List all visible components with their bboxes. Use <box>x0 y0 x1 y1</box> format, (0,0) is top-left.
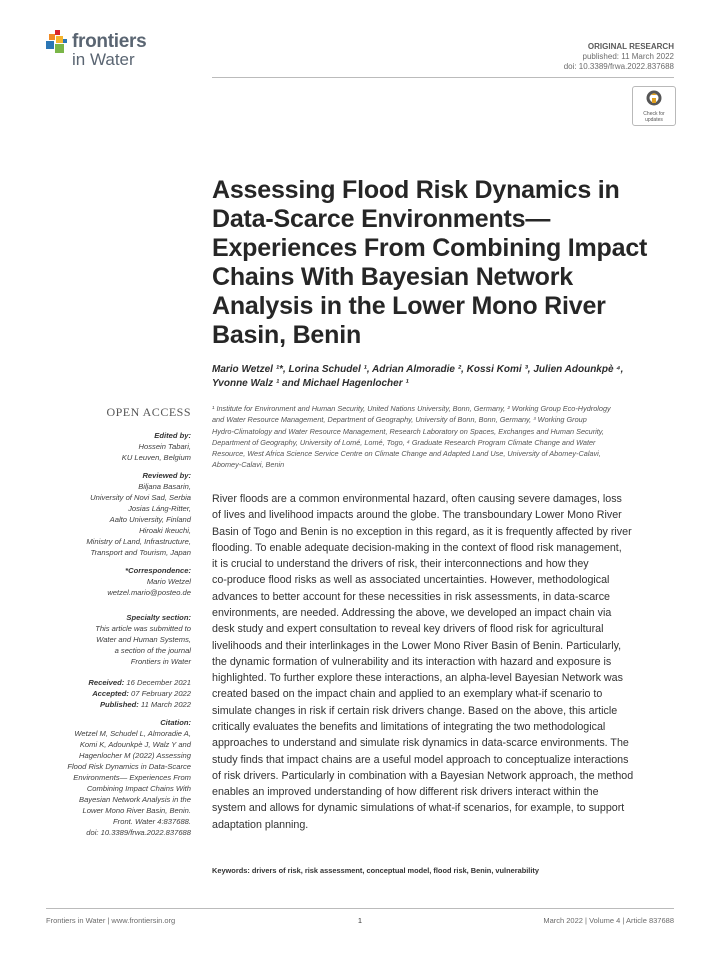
citation-line: Combining Impact Chains With <box>86 784 191 793</box>
received-row <box>40 677 191 688</box>
citation-line: Front. Water 4:837688. <box>113 817 191 826</box>
abstract-line: co-produce flood risks as well as associated uncertainties. However, methodological <box>212 574 610 587</box>
journal-logo[interactable] <box>46 30 166 70</box>
reviewer-line: Aalto University, Finland <box>109 515 191 524</box>
edited-by-label: Edited by: <box>154 431 191 440</box>
specialty-line: This article was submitted to <box>95 624 191 633</box>
received-label: Received: <box>88 678 125 687</box>
citation-line: Environments— Experiences From <box>73 773 191 782</box>
abstract-line: desk study and expert consultation to reveal key drivers of flood risk for agricultural <box>212 623 604 636</box>
affiliation-line: Department of Geography, University of Lomé, Lomé, Togo, ⁴ Graduate Research Program Climate Change and Water <box>212 437 596 447</box>
reviewer-line: Transport and Tourism, Japan <box>90 548 191 557</box>
keywords-text: drivers of risk, risk assessment, conceptual model, flood risk, Benin, vulnerability <box>251 866 539 875</box>
page-number: 1 <box>357 916 363 925</box>
specialty-line: Frontiers in Water <box>130 657 191 666</box>
abstract-line: flooding. To enable adequate decision-making in the context of flood risk management, <box>212 541 622 554</box>
logo-word-journal: in Water <box>72 50 135 69</box>
citation-line: Komi K, Adounkpè J, Walz Y and <box>79 740 191 749</box>
reviewer-line: Josias Láng-Ritter, <box>128 504 191 513</box>
published-row <box>40 699 191 710</box>
abstract-line: Basin of Togo and Benin is no exception in this regard, as it is frequently affected by river <box>212 525 632 538</box>
citation-label: Citation: <box>160 718 191 727</box>
specialty-section-label: Specialty section: <box>126 613 191 622</box>
frontiers-logo-icon <box>46 30 68 54</box>
abstract-line: created based on the impact chain and applied to an exemplary what-if scenario to <box>212 688 603 701</box>
footer-journal-link[interactable]: Frontiers in Water | www.frontiersin.org <box>46 916 176 925</box>
published-label: Published: <box>99 700 139 709</box>
abstract-line: the dynamic formation of vulnerability and its interaction with hazard and exposure is <box>212 655 612 668</box>
affiliation-line: Resource, West Africa Science Service Centre on Climate Change and Adapted Land Use, University of Abomey-Calavi, <box>212 449 601 459</box>
accepted-label: Accepted: <box>92 689 129 698</box>
abstract-line: approaches to understand and simulate risk dynamics in data-scarce environments. The <box>212 737 629 750</box>
accepted-date: 07 February 2022 <box>131 689 191 698</box>
abstract-line: simulate changes in risk if certain risk drivers change. Based on the above, this article <box>212 704 618 717</box>
abstract-line: highlighted. To further explore these interactions, an alpha-level Bayesian Network was <box>212 672 623 685</box>
published-date-sidebar: 11 March 2022 <box>140 700 191 709</box>
correspondence-email-link[interactable]: wetzel.mario@posteo.de <box>107 588 191 597</box>
abstract-line: it is crucial to understand the drivers of risk, their interconnections and how they <box>212 558 589 571</box>
affiliations <box>212 403 684 471</box>
title-line: Analysis in the Lower Mono River <box>212 292 606 320</box>
citation-line: Bayesian Network Analysis in the <box>79 795 191 804</box>
page-footer <box>46 916 674 925</box>
abstract-line: River floods are a common environmental hazard, often causing severe damages, loss <box>212 493 622 505</box>
abstract-line: enables an improved understanding of how different risk drivers interact within the <box>212 786 599 799</box>
correspondence-name: Mario Wetzel <box>146 577 191 586</box>
citation-line: Hagenlocher M (2022) Assessing <box>79 751 191 760</box>
title-line: Chains With Bayesian Network <box>212 263 573 291</box>
affiliation-line: Hydro-Climatology and Water Resource Management, Research Laboratory on Spaces, Exchanges and Human Security, <box>212 426 604 436</box>
abstract-line: adaptation planning. <box>212 818 309 831</box>
specialty-line: Water and Human Systems, <box>96 635 191 644</box>
abstract-line: system and allows for dynamic simulations of what-if scenarios, for example, to support <box>212 802 625 815</box>
footer-issue-info: March 2022 | Volume 4 | Article 837688 <box>543 916 674 925</box>
affiliation-line: Abomey-Calavi, Benin <box>212 460 285 470</box>
abstract-line: advances to better account for these necessities in risk assessments, in data-scarce <box>212 590 611 603</box>
article-header <box>564 42 674 72</box>
received-date: 16 December 2021 <box>126 678 191 687</box>
title-line: Data-Scarce Environments— <box>212 205 551 233</box>
affiliation-line: ¹ Institute for Environment and Human Security, United Nations University, Bonn, Germany, ² Working Group Eco-Hydrology <box>212 404 611 413</box>
abstract <box>212 491 676 833</box>
authors-line: Yvonne Walz ¹ and Michael Hagenlocher ¹ <box>212 378 409 389</box>
accepted-row <box>40 688 191 699</box>
doi-link[interactable]: doi: 10.3389/frwa.2022.837688 <box>563 62 674 71</box>
keywords-label: Keywords: <box>212 866 250 875</box>
title-line: Experiences From Combining Impact <box>212 234 648 262</box>
article-type: ORIGINAL RESEARCH <box>587 42 674 51</box>
abstract-line: livelihoods and their interlinkages in the Lower Mono River Basin of Benin. Particularly, <box>212 639 622 652</box>
correspondence-label: *Correspondence: <box>125 566 191 575</box>
title-line: Basin, Benin <box>212 321 362 349</box>
reviewed-by-label: Reviewed by: <box>142 471 191 480</box>
title-line: Assessing Flood Risk Dynamics in <box>212 176 620 204</box>
affiliation-line: and Water Resource Management, Department of Geography, University of Bonn, Bonn, Germany, ³ Working Group <box>212 415 587 425</box>
reviewer-line: University of Novi Sad, Serbia <box>90 493 191 502</box>
abstract-line: environments, are needed. Addressing the above, we developed an impact chain via <box>212 606 612 619</box>
specialty-line: a section of the journal <box>114 646 191 655</box>
citation-line: Flood Risk Dynamics in Data-Scarce <box>67 762 191 771</box>
abstract-line: critically evaluates the benefits and limitations of integrating the two methodological <box>212 720 606 733</box>
keywords <box>212 866 682 875</box>
abstract-line: study finds that impact chains are a useful model approach to conceptualize interactions <box>212 753 629 766</box>
authors-line: Mario Wetzel ¹*, Lorina Schudel ¹, Adrian Almoradie ², Kossi Komi ³, Julien Adounkpè ⁴, <box>212 364 624 375</box>
reviewer-line: Hiroaki Ikeuchi, <box>139 526 191 535</box>
check-for-updates-button[interactable] <box>632 86 676 126</box>
reviewer-line: Biljana Basarin, <box>138 482 191 491</box>
editor-line: Hossein Tabari, <box>138 442 191 451</box>
editor-line: KU Leuven, Belgium <box>121 453 191 462</box>
header-divider <box>212 77 674 78</box>
citation-doi-link[interactable]: doi: 10.3389/frwa.2022.837688 <box>86 828 191 837</box>
article-info-sidebar <box>40 405 191 838</box>
open-access-label: OPEN ACCESS <box>106 405 191 419</box>
reviewer-line: Ministry of Land, Infrastructure, <box>86 537 191 546</box>
abstract-line: of risk drivers. Particularly in combination with a Bayesian Network approach, the method <box>212 769 634 782</box>
check-updates-label: Check for updates <box>643 111 665 123</box>
citation-line: Lower Mono River Basin, Benin. <box>82 806 191 815</box>
abstract-line: of lives and livelihood impacts around the globe. The transboundary Lower Mono River <box>212 509 622 522</box>
logo-word-frontiers: frontiers <box>72 31 147 52</box>
author-list[interactable] <box>212 363 682 391</box>
published-date: published: 11 March 2022 <box>582 52 674 61</box>
article-title <box>212 176 682 350</box>
footer-divider <box>46 908 674 909</box>
check-updates-icon <box>646 90 662 106</box>
citation-line: Wetzel M, Schudel L, Almoradie A, <box>74 729 191 738</box>
